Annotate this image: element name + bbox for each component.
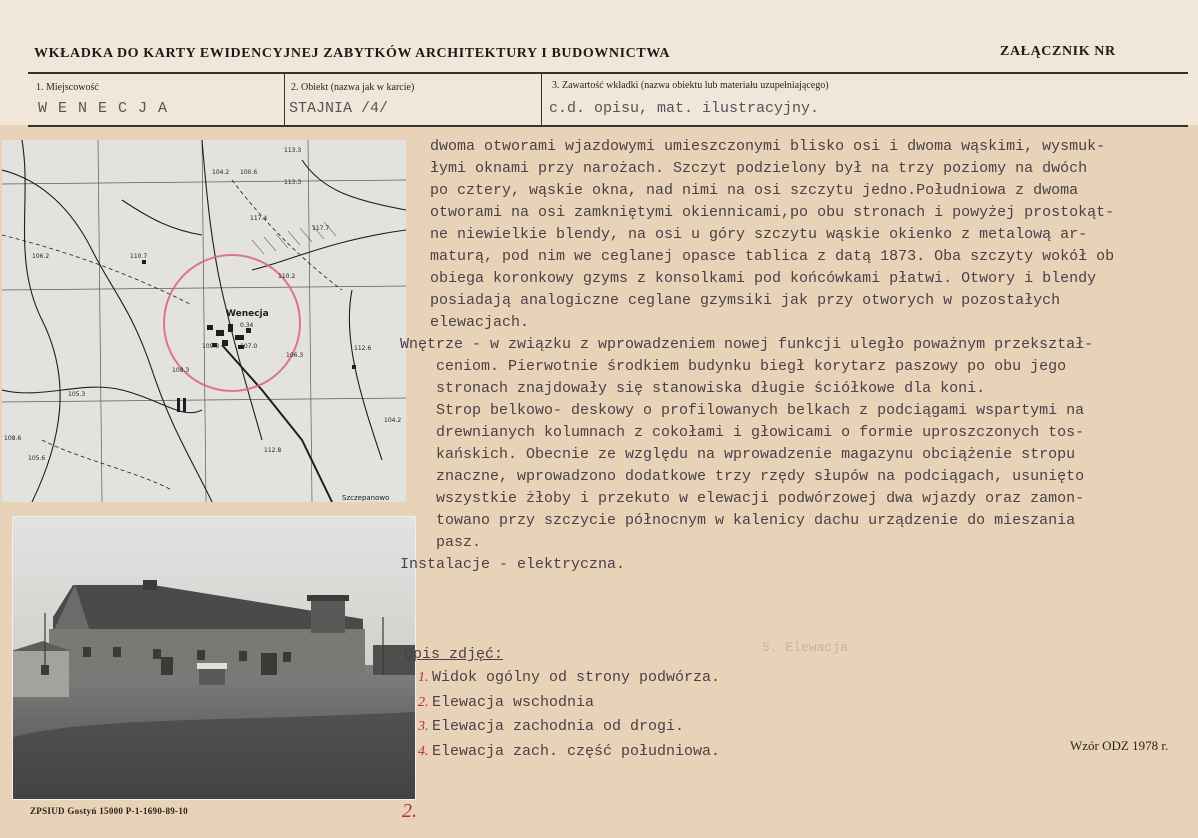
interior-line: Strop belkowo- deskowy o profilowanych belkach z podciągami wspartymi na xyxy=(436,402,1085,419)
map-grid-line xyxy=(202,140,206,502)
map-road-label: Szczepanowo xyxy=(342,494,390,502)
map-building xyxy=(216,330,224,336)
description-line: obiega koronkowy gzyms z konsolkami pod końcówkami płatwi. Otwory i blendy xyxy=(430,270,1097,287)
map-elevation: 112.6 xyxy=(354,345,372,352)
interior-line: ceniom. Pierwotnie środkiem budynku biegł korytarz paszowy po obu jego xyxy=(436,358,1067,375)
field-3-value: c.d. opisu, mat. ilustracyjny. xyxy=(549,100,820,117)
description-line: maturą, pod nim we ceglanej opasce tablica z datą 1873. Oba szczyty wokół ob xyxy=(430,248,1115,265)
map-elevation: 117.7 xyxy=(312,225,330,232)
header-rule-bottom xyxy=(28,125,1188,127)
field-divider-1 xyxy=(284,73,285,126)
description-line: po cztery, wąskie okna, nad nimi na osi szczytu jedno.Południowa z dwoma xyxy=(430,182,1079,199)
map-hatch xyxy=(252,240,264,254)
map-road xyxy=(2,170,212,502)
stable-silo-top xyxy=(307,595,349,601)
photo-caption xyxy=(418,715,720,740)
description-line: elewacjach. xyxy=(430,314,530,331)
faded-typed-text: 5. Elewacja xyxy=(762,640,848,655)
field-2-value: STAJNIA /4/ xyxy=(289,100,389,117)
map-grid-line xyxy=(2,180,406,184)
stable-door xyxy=(161,657,173,675)
map-elevation: 112.8 xyxy=(264,447,282,454)
page-number: 2. xyxy=(402,800,417,822)
map-drawing xyxy=(2,140,406,502)
map-elevation: 106.3 xyxy=(286,352,304,359)
stable-door xyxy=(261,653,277,675)
interior-line: towano przy szczycie północnym w kalenicy dachu urządzenie do mieszania xyxy=(436,512,1076,529)
map-elevation: 108.3 xyxy=(172,367,190,374)
map-elevation: 110.7 xyxy=(130,253,148,260)
caption-number: 3. xyxy=(418,719,429,734)
map-hatch xyxy=(288,231,300,245)
interior-line: stronach znajdowały się stanowiska długie ściółkowe dla koni. xyxy=(436,380,986,397)
map-contour xyxy=(2,235,192,305)
photo-captions xyxy=(418,666,720,764)
photo-caption xyxy=(418,740,720,765)
header-rule-top xyxy=(28,72,1188,74)
caption-number: 1. xyxy=(418,670,429,685)
map-path xyxy=(349,290,382,460)
map-contour xyxy=(42,440,172,490)
map-elevation: 117.4 xyxy=(250,215,268,222)
caption-number: 2. xyxy=(418,694,429,710)
annex-label: ZAŁĄCZNIK NR xyxy=(1000,44,1116,59)
description-text xyxy=(400,136,1190,576)
map-main-road xyxy=(222,345,332,502)
map-building xyxy=(142,260,146,264)
field-2-label: 2. Obiekt (nazwa jak w karcie) xyxy=(291,82,415,93)
photo-vehicle-roof xyxy=(197,663,227,669)
map-elevation: 104.2 xyxy=(384,417,402,424)
map-building xyxy=(177,398,180,412)
map-path xyxy=(2,387,202,413)
description-line: łymi oknami przy narożach. Szczyt podzielony był na trzy poziomy na dwóch xyxy=(430,160,1088,177)
map-elevation: 113.3 xyxy=(284,147,302,154)
map-hatch xyxy=(300,228,312,242)
stable-silo xyxy=(311,599,345,633)
stable-photograph xyxy=(12,516,416,800)
map-hatch xyxy=(276,234,288,248)
form-model-label: Wzór ODZ 1978 r. xyxy=(1070,738,1169,753)
map-path xyxy=(202,140,262,440)
map-elevation: 106.2 xyxy=(32,253,50,260)
map-grid-line xyxy=(98,140,102,502)
map-elevation: 107.0 xyxy=(240,343,258,350)
topographic-map xyxy=(2,140,406,502)
photo-drawing xyxy=(13,517,415,799)
map-building xyxy=(183,398,186,412)
stable-window xyxy=(283,652,291,662)
map-elevation: 109.3 xyxy=(202,343,220,350)
installations-line: Instalacje - elektryczna. xyxy=(400,556,626,573)
map-path xyxy=(122,200,202,235)
map-grid-line xyxy=(2,398,406,402)
map-building xyxy=(228,324,233,332)
map-elevation: 105.3 xyxy=(68,391,86,398)
interior-line: kańskich. Obecnie ze względu na wprowadzenie magazynu obciążenie stropu xyxy=(436,446,1076,463)
stable-ventilator xyxy=(143,580,157,590)
map-elevation: 105.6 xyxy=(28,455,46,462)
printer-imprint: ZPSIUD Gostyń 15000 P-1-1690-89-10 xyxy=(30,806,188,816)
stable-window xyxy=(113,647,121,657)
description-line: posiadają analogiczne ceglane gzymsiki jak przy otworych w pozostałych xyxy=(430,292,1061,309)
map-path xyxy=(302,160,406,210)
caption-text: Widok ogólny od strony podwórza. xyxy=(432,669,721,686)
map-elevation: 113.3 xyxy=(284,179,302,186)
photo-caption xyxy=(418,691,720,716)
caption-text: Elewacja zach. część południowa. xyxy=(432,742,721,760)
form-title: WKŁADKA DO KARTY EWIDENCYJNEJ ZABYTKÓW ARCHITEKTURY I BUDOWNICTWA xyxy=(34,46,671,61)
interior-line: Wnętrze - w związku z wprowadzeniem nowej funkcji uległo poważnym przekształ- xyxy=(400,336,1094,353)
map-place-name: Wenecja xyxy=(226,309,269,319)
photo-vehicle xyxy=(199,667,225,685)
caption-text: Elewacja wschodnia xyxy=(432,693,595,711)
interior-line: pasz. xyxy=(436,534,482,551)
stable-window xyxy=(83,647,91,657)
map-elevation: 110.2 xyxy=(278,273,296,280)
caption-text: Elewacja zachodnia od drogi. xyxy=(432,718,685,735)
field-1-label: 1. Miejscowość xyxy=(36,82,99,93)
description-line: otworami na osi zamkniętymi okiennicami,po obu stronach i powyżej prostokąt- xyxy=(430,204,1115,221)
map-stream xyxy=(22,140,60,502)
stable-window xyxy=(197,650,205,660)
interior-line: znaczne, wprowadzono dodatkowe trzy rzędy słupów na podciągach, usunięto xyxy=(436,468,1085,485)
interior-line: drewnianych kolumnach z cokołami i głowicami o formie uproszczonych tos- xyxy=(436,424,1085,441)
map-place-number: 0.34 xyxy=(240,322,254,329)
captions-heading: Opis zdjęć: xyxy=(404,646,504,663)
interior-line: wszystkie żłoby i przekuto w elewacji podwórzowej dwa wjazdy oraz zamon- xyxy=(436,490,1085,507)
map-building xyxy=(235,335,244,340)
description-line: ne niewielkie blendy, na osi u góry szczytu wąskie okienko z metalową ar- xyxy=(430,226,1088,243)
description-line: dwoma otworami wjazdowymi umieszczonymi blisko osi i dwoma wąskimi, wysmuk- xyxy=(430,138,1106,155)
photo-caption xyxy=(418,666,720,691)
stable-window xyxy=(153,649,161,659)
map-elevation: 108.6 xyxy=(4,435,22,442)
stable-window xyxy=(239,651,247,661)
map-building xyxy=(207,325,213,330)
map-hatch xyxy=(264,237,276,251)
map-building xyxy=(352,365,356,369)
field-3-label: 3. Zawartość wkładki (nazwa obiektu lub materiału uzupełniającego) xyxy=(552,80,829,91)
map-elevation: 104.2 xyxy=(212,169,230,176)
map-building xyxy=(222,340,228,346)
map-elevation: 100.6 xyxy=(240,169,258,176)
caption-number: 4. xyxy=(418,743,429,759)
map-grid-line xyxy=(308,140,312,502)
field-divider-2 xyxy=(541,73,542,126)
field-1-value: WENECJA xyxy=(38,100,179,117)
